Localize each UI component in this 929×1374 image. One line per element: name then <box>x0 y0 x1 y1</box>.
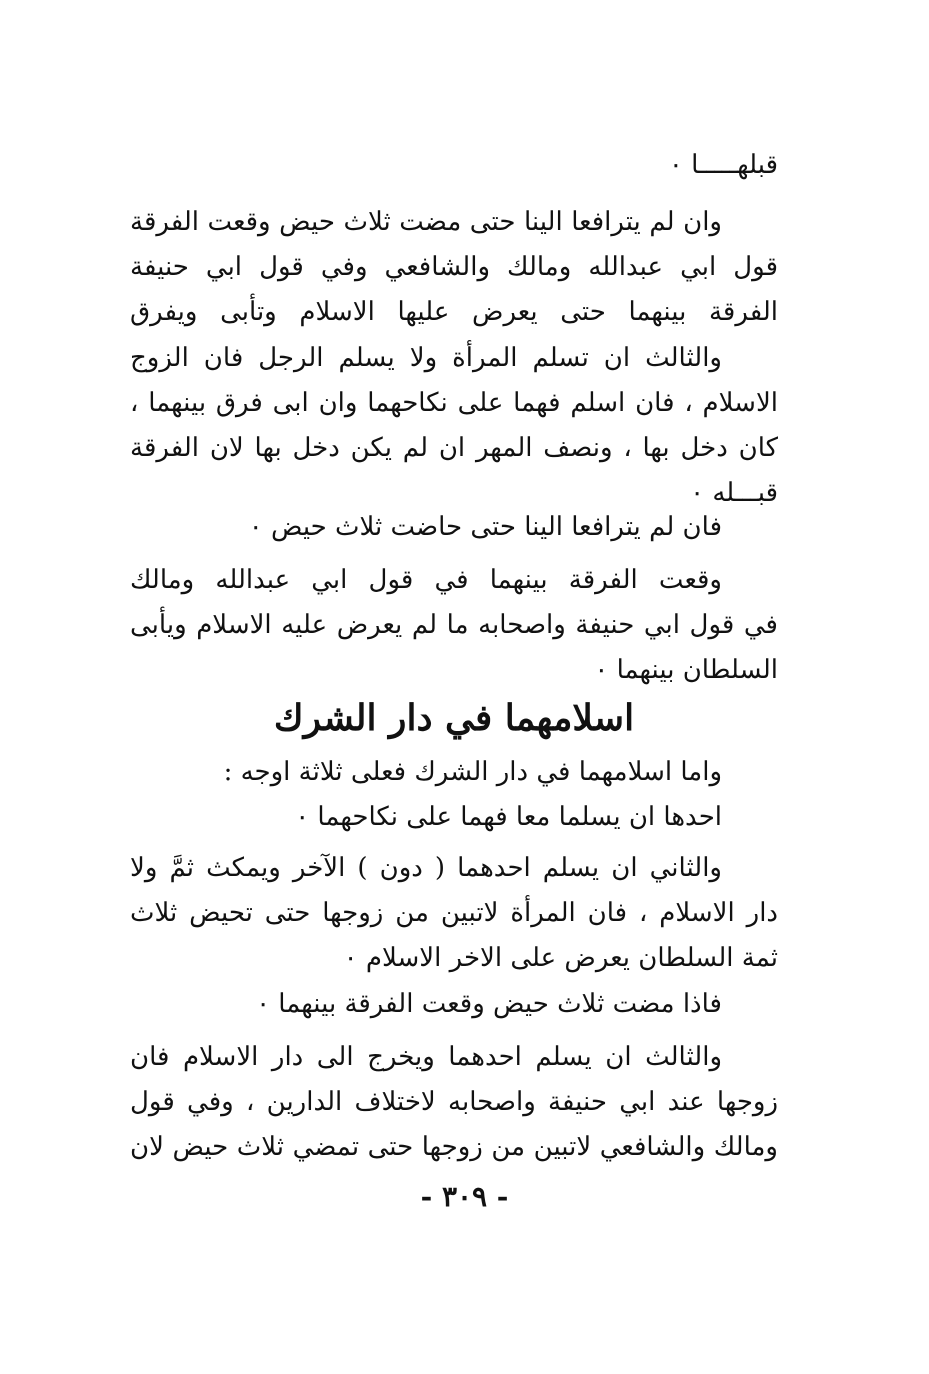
text-line: زوجها عند ابي حنيفة واصحابه لاختلاف الدارين ، وفي قول <box>130 1087 778 1117</box>
page-number: - ٣٠٩ - <box>420 1180 509 1213</box>
text-line: والثالث ان يسلم احدهما ويخرج الى دار الاسلام فان <box>130 1042 722 1072</box>
paragraph <box>130 982 778 1027</box>
text-line: دار الاسلام ، فان المرأة لاتبين من زوجها حتى تحيض ثلاث <box>130 898 778 928</box>
text-line: والثاني ان يسلم احدهما ( دون ) الآخر ويمكث ثمَّ ولا <box>130 853 722 883</box>
text-line: قبـــله ٠ <box>690 478 778 508</box>
text-line: الاسلام ، فان اسلم فهما على نكاحهما وان ابى فرق بينهما ، <box>130 388 778 418</box>
paragraph <box>130 200 778 335</box>
text-line: ومالك والشافعي لاتبين من زوجها حتى تمضي ثلاث حيض لان <box>130 1132 778 1162</box>
text-line: قبلهـــــا ٠ <box>668 150 778 180</box>
text-line: السلطان بينهما ٠ <box>594 655 778 685</box>
text-line: وان لم يترافعا الينا حتى مضت ثلاث حيض وقعت الفرقة <box>130 207 722 237</box>
text-line: كان دخل بها ، ونصف المهر ان لم يكن دخل بها لان الفرقة <box>130 433 778 463</box>
text-line: في قول ابي حنيفة واصحابه ما لم يعرض عليه الاسلام ويأبى <box>130 610 778 640</box>
paragraph <box>130 336 778 516</box>
text-line: ثمة السلطان يعرض على الاخر الاسلام ٠ <box>343 943 778 973</box>
text-line: فان لم يترافعا الينا حتى حاضت ثلاث حيض ٠ <box>248 512 722 542</box>
text-line: احدها ان يسلما معا فهما على نكاحهما ٠ <box>295 802 722 832</box>
text-line: الفرقة بينهما حتى يعرض عليها الاسلام وتأبى ويفرق <box>130 297 778 327</box>
text-line: وقعت الفرقة بينهما في قول ابي عبدالله ومالك <box>130 565 722 595</box>
paragraph <box>130 1035 778 1170</box>
paragraph <box>130 846 778 981</box>
text-line: واما اسلامهما في دار الشرك فعلى ثلاثة اوجه : <box>223 757 722 787</box>
text-line: فاذا مضت ثلاث حيض وقعت الفرقة بينهما ٠ <box>256 989 722 1019</box>
paragraph <box>130 505 778 550</box>
paragraph <box>130 750 778 840</box>
section-heading: اسلامهما في دار الشرك <box>273 697 635 739</box>
text-line: قول ابي عبدالله ومالك والشافعي وفي قول ابي حنيفة <box>130 252 778 282</box>
paragraph-continuation <box>130 143 778 188</box>
text-line: والثالث ان تسلم المرأة ولا يسلم الرجل فان الزوج <box>130 343 722 373</box>
paragraph <box>130 558 778 693</box>
